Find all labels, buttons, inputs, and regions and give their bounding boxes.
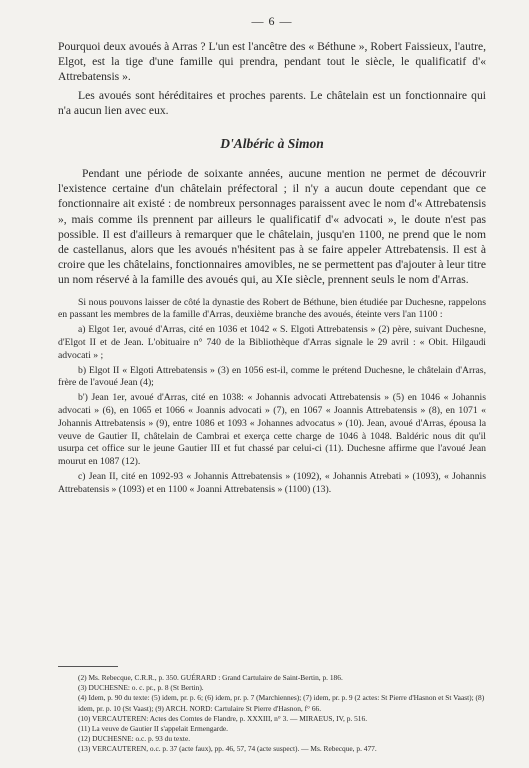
intro-paragraph-1: Pourquoi deux avoués à Arras ? L'un est l'ancêtre des « Béthune », Robert Faissieux, l'autre, Elgot, est la tige d'une famille qui prendra, pendant tout le siècle, le qualificatif d'« Attrebatensis ». <box>58 40 486 83</box>
genealogy-entry-a: a) Elgot 1er, avoué d'Arras, cité en 1036 et 1042 « S. Elgoti Attrebatensis » (2) père, suivant Duchesne, d'Elgot II et de Jean. L'obituaire n° 740 de la Bibliothèque d'Arras signale le 29 avril : « Obit. Hilgaudi advocati » ; <box>58 324 486 361</box>
footnote: (2) Ms. Rebecque, C.R.R., p. 350. GUÉRARD : Grand Cartulaire de Saint-Bertin, p. 186. <box>78 673 343 682</box>
genealogy-entry-c: c) Jean II, cité en 1092-93 « Johannis Attrebatensis » (1092), « Johannis Atrebati » (1093), « Johannis Attrebatensis » (1093) et en 1100 « Joanni Attrebatensis » (1100) (13). <box>58 470 486 495</box>
footnote: (11) La veuve de Gautier II s'appelait Ermengarde. <box>78 724 229 734</box>
genealogy-entry-b: b) Elgot II « Elgoti Attrebatensis » (3) en 1056 est-il, comme le prétend Duchesne, le châtelain d'Arras, frère de l'avoué Jean (4); <box>58 364 486 389</box>
main-paragraph: Pendant une période de soixante années, aucune mention ne permet de découvrir l'existence certaine d'un châtelain préfectoral ; il n'y a aucun doute cependant que ce fonctionnaire ait existé : de nombreux personnages paraissent avec le nom d'« Attrebatensis », mais comme ils prennent par ailleurs le qualificatif d'« advocati », le doute n'est pas possible. Il est d'ailleurs à remarquer que le châtelain, jusqu'en 1100, ne prend que le nom de castellanus, alors que les avoués n'hésitent pas à se faire appeler Attrebatensis. Il est à croire que les châtelains, fonctionnaires amovibles, ne se permettent pas d'ajouter à leur titre un nom réservé à la famille des avoués qui, au XIe siècle, prennent seuls le nom d'Arras. <box>58 167 486 287</box>
page-number: — 6 — <box>251 14 293 28</box>
intro-section <box>58 39 486 118</box>
genealogy-section <box>58 297 486 497</box>
footnote-rule <box>58 666 118 667</box>
footnote: (3) DUCHESNE: o. c. pr., p. 8 (St Bertin). <box>78 683 204 693</box>
document-page <box>58 14 486 754</box>
footnote: (12) DUCHESNE: o.c. p. 93 du texte. <box>78 734 191 744</box>
genealogy-intro: Si nous pouvons laisser de côté la dynastie des Robert de Béthune, bien étudiée par Duchesne, rappelons en passant les membres de la famille d'Arras, deuxième branche des avoués, éteinte vers l'an 1100 : <box>58 296 486 321</box>
footnote: (10) VERCAUTEREN: Actes des Comtes de Flandre, p. XXXIII, n° 3. — MIRAEUS, IV, p. 516. <box>78 713 368 723</box>
genealogy-entry-b-prime: b') Jean 1er, avoué d'Arras, cité en 1038: « Johannis advocati Attrebatensis » (5) en 1046 « Johannis advocati » (6), en 1065 et 1066 « Joannis advocati » (7), en 1067 « Joannis Attrebatensis » (8), en 1071 « Johannis Attrebatensis » (9), entre 1086 et 1093 « Johannes advocatus » (10). Jean, avoué d'Arras, épousa la veuve de Gautier II, châtelain de Cambrai et exerça cette charge de 1046 à 1048. Baldéric nous dit qu'il usurpa cet office sur le jeune Gautier III et fut chassé par celui-ci (11). Duchesne affirme que l'avoué Jean mourut en 1087 (12). <box>58 392 486 468</box>
footnote: (13) VERCAUTEREN, o.c. p. 37 (acte faux), pp. 46, 57, 74 (acte suspect). — Ms. Rebecque, p. 477. <box>78 744 377 754</box>
footnotes <box>58 666 486 755</box>
intro-paragraph-2: Les avoués sont héréditaires et proches parents. Le châtelain est un fonctionnaire qui n'a aucun lien avec eux. <box>58 89 486 117</box>
footnote: (4) Idem, p. 90 du texte: (5) idem, pr. p. 6; (6) idem, pr. p. 7 (Marchiennes); (7) idem, pr. p. 9 (2 actes: St Pierre d'Hasnon et St Vaast); (8) idem, pr. p. 10 (St Vaast); (9) ARCH. NORD: Cartulaire St Pierre d'Hasnon, f° 66. <box>78 693 485 713</box>
section-heading: D'Albéric à Simon <box>220 136 324 151</box>
